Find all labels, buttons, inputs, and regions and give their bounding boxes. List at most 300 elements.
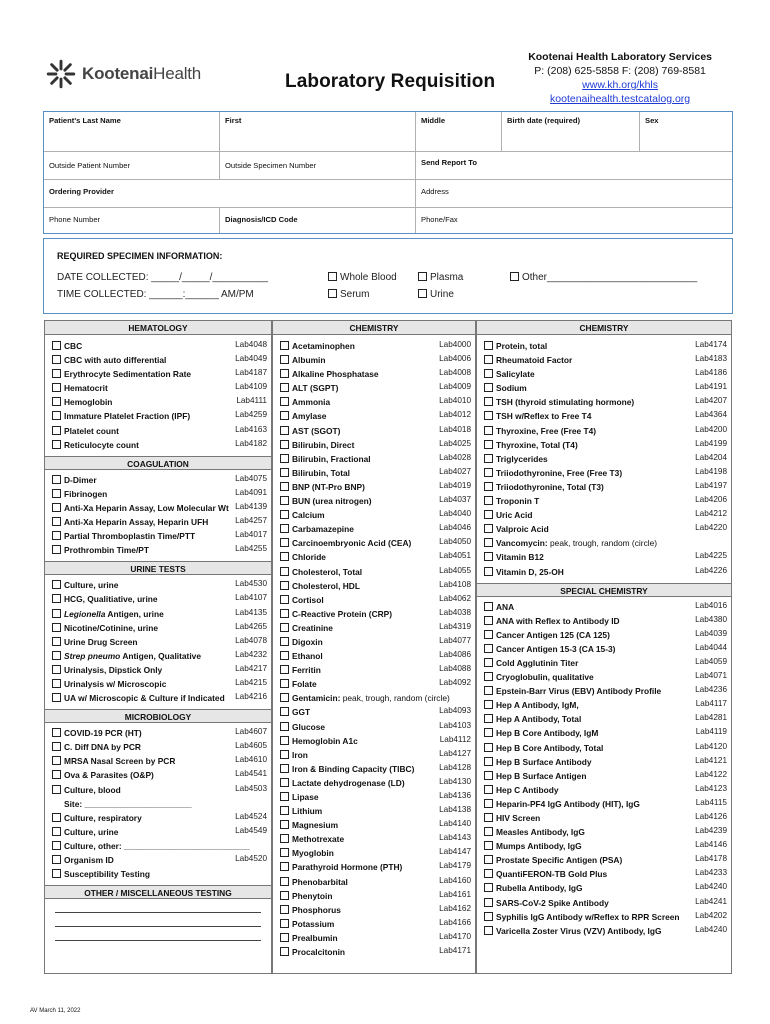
test-checkbox[interactable] bbox=[280, 891, 289, 900]
test-checkbox[interactable] bbox=[280, 355, 289, 364]
test-row[interactable] bbox=[477, 684, 731, 698]
test-row[interactable] bbox=[477, 656, 731, 670]
test-name: Hemoglobin bbox=[52, 395, 112, 409]
test-row[interactable] bbox=[45, 768, 271, 782]
test-row[interactable] bbox=[273, 931, 475, 945]
test-row[interactable] bbox=[273, 522, 475, 536]
date-collected-field[interactable]: DATE COLLECTED: _____/_____/__________ bbox=[57, 272, 269, 283]
serum-option[interactable]: Serum bbox=[328, 289, 369, 300]
test-checkbox[interactable] bbox=[280, 468, 289, 477]
test-checkbox[interactable] bbox=[280, 750, 289, 759]
test-row[interactable] bbox=[477, 522, 731, 536]
test-code: Lab4077 bbox=[439, 635, 471, 645]
test-code: Lab4364 bbox=[695, 410, 727, 420]
test-row[interactable] bbox=[273, 818, 475, 832]
urine-option[interactable]: Urine bbox=[418, 289, 454, 300]
test-code: Lab4171 bbox=[439, 946, 471, 956]
test-checkbox[interactable] bbox=[484, 728, 493, 737]
test-row[interactable] bbox=[45, 635, 271, 649]
test-checkbox[interactable] bbox=[280, 848, 289, 857]
test-row[interactable] bbox=[477, 353, 731, 367]
test-row[interactable] bbox=[45, 381, 271, 395]
test-code: Lab4160 bbox=[439, 875, 471, 885]
test-checkbox[interactable] bbox=[280, 651, 289, 660]
test-row[interactable] bbox=[477, 424, 731, 438]
test-row[interactable] bbox=[273, 635, 475, 649]
test-checkbox[interactable] bbox=[484, 869, 493, 878]
test-row[interactable] bbox=[45, 797, 271, 811]
test-checkbox[interactable] bbox=[280, 524, 289, 533]
test-checkbox[interactable] bbox=[484, 496, 493, 505]
test-row[interactable] bbox=[477, 409, 731, 423]
test-checkbox[interactable] bbox=[52, 440, 61, 449]
test-row[interactable] bbox=[477, 712, 731, 726]
test-row[interactable] bbox=[273, 691, 475, 705]
test-row[interactable] bbox=[273, 846, 475, 860]
test-checkbox[interactable] bbox=[280, 806, 289, 815]
test-row[interactable] bbox=[273, 860, 475, 874]
test-checkbox[interactable] bbox=[280, 496, 289, 505]
test-row[interactable] bbox=[477, 867, 731, 881]
lab-website-link[interactable]: www.kh.org/khls bbox=[582, 79, 659, 91]
test-row[interactable] bbox=[45, 726, 271, 740]
test-checkbox[interactable] bbox=[484, 926, 493, 935]
test-checkbox[interactable] bbox=[280, 623, 289, 632]
test-row[interactable] bbox=[273, 508, 475, 522]
test-row[interactable] bbox=[273, 945, 475, 959]
test-checkbox[interactable] bbox=[280, 383, 289, 392]
test-row[interactable] bbox=[45, 353, 271, 367]
test-row[interactable] bbox=[477, 600, 731, 614]
test-checkbox[interactable] bbox=[484, 454, 493, 463]
test-row[interactable] bbox=[273, 466, 475, 480]
birth-date-field[interactable]: Birth date (required) bbox=[502, 112, 640, 152]
test-checkbox[interactable] bbox=[280, 426, 289, 435]
test-checkbox[interactable] bbox=[280, 933, 289, 942]
test-row[interactable] bbox=[45, 825, 271, 839]
test-checkbox[interactable] bbox=[280, 722, 289, 731]
test-checkbox[interactable] bbox=[52, 742, 61, 751]
test-checkbox[interactable] bbox=[484, 700, 493, 709]
test-row[interactable] bbox=[477, 853, 731, 867]
test-row[interactable] bbox=[45, 691, 271, 705]
test-name: Ova & Parasites (O&P) bbox=[52, 768, 154, 782]
test-row[interactable] bbox=[45, 839, 271, 853]
test-checkbox[interactable] bbox=[484, 630, 493, 639]
test-checkbox[interactable] bbox=[280, 609, 289, 618]
test-row[interactable] bbox=[477, 438, 731, 452]
section-title-coagulation: COAGULATION bbox=[45, 456, 271, 470]
test-row[interactable] bbox=[273, 649, 475, 663]
test-row[interactable] bbox=[273, 565, 475, 579]
test-row[interactable] bbox=[45, 367, 271, 381]
test-checkbox[interactable] bbox=[484, 440, 493, 449]
test-checkbox[interactable] bbox=[484, 426, 493, 435]
test-row[interactable] bbox=[477, 466, 731, 480]
outside-patient-number-field[interactable]: Outside Patient Number bbox=[44, 152, 220, 180]
whole-blood-checkbox[interactable] bbox=[328, 272, 337, 281]
test-name: Reticulocyte count bbox=[52, 438, 139, 452]
section-title-chemistry: CHEMISTRY bbox=[273, 321, 475, 335]
test-checkbox[interactable] bbox=[52, 869, 61, 878]
test-row[interactable] bbox=[45, 438, 271, 452]
test-name: Triiodothyronine, Free (Free T3) bbox=[484, 466, 622, 480]
test-catalog-link[interactable]: kootenaihealth.testcatalog.org bbox=[550, 93, 691, 105]
test-row[interactable] bbox=[273, 889, 475, 903]
test-name: Bilirubin, Direct bbox=[280, 438, 354, 452]
test-checkbox[interactable] bbox=[52, 531, 61, 540]
test-checkbox[interactable] bbox=[484, 369, 493, 378]
first-name-field[interactable]: First bbox=[220, 112, 416, 152]
test-checkbox[interactable] bbox=[280, 510, 289, 519]
middle-name-field[interactable]: Middle bbox=[416, 112, 502, 152]
test-checkbox[interactable] bbox=[484, 524, 493, 533]
test-checkbox[interactable] bbox=[280, 369, 289, 378]
test-row[interactable] bbox=[273, 776, 475, 790]
test-row[interactable] bbox=[477, 741, 731, 755]
test-row[interactable] bbox=[273, 762, 475, 776]
test-checkbox[interactable] bbox=[484, 883, 493, 892]
test-checkbox[interactable] bbox=[280, 552, 289, 561]
test-checkbox[interactable] bbox=[280, 707, 289, 716]
test-row[interactable] bbox=[273, 607, 475, 621]
test-checkbox[interactable] bbox=[280, 411, 289, 420]
test-row[interactable] bbox=[477, 642, 731, 656]
test-row[interactable] bbox=[273, 621, 475, 635]
test-row[interactable] bbox=[273, 438, 475, 452]
test-checkbox[interactable] bbox=[280, 834, 289, 843]
test-row[interactable] bbox=[45, 853, 271, 867]
test-name: Prothrombin Time/PT bbox=[52, 543, 149, 557]
test-row[interactable] bbox=[477, 339, 731, 353]
test-code: Lab4233 bbox=[695, 868, 727, 878]
test-row[interactable] bbox=[45, 473, 271, 487]
test-row[interactable] bbox=[477, 910, 731, 924]
test-checkbox[interactable] bbox=[484, 686, 493, 695]
test-checkbox[interactable] bbox=[52, 369, 61, 378]
send-report-to-field[interactable]: Send Report To bbox=[416, 152, 732, 180]
test-checkbox[interactable] bbox=[484, 644, 493, 653]
test-row[interactable] bbox=[477, 755, 731, 769]
test-name: Strep pneumo Antigen, Qualitative bbox=[52, 649, 201, 663]
test-checkbox[interactable] bbox=[280, 595, 289, 604]
test-checkbox[interactable] bbox=[484, 341, 493, 350]
test-row[interactable] bbox=[273, 903, 475, 917]
test-checkbox[interactable] bbox=[52, 827, 61, 836]
test-row[interactable] bbox=[45, 424, 271, 438]
test-name: Culture, other: ___________________________ bbox=[52, 839, 250, 853]
test-checkbox[interactable] bbox=[484, 785, 493, 794]
test-row[interactable] bbox=[45, 578, 271, 592]
test-checkbox[interactable] bbox=[280, 792, 289, 801]
test-name: Lithium bbox=[280, 804, 322, 818]
test-checkbox[interactable] bbox=[484, 482, 493, 491]
test-checkbox[interactable] bbox=[52, 489, 61, 498]
test-checkbox[interactable] bbox=[484, 602, 493, 611]
test-code: Lab4059 bbox=[695, 656, 727, 666]
other-specimen-checkbox[interactable] bbox=[510, 272, 519, 281]
test-checkbox[interactable] bbox=[280, 567, 289, 576]
other-test-line-2[interactable] bbox=[55, 913, 261, 927]
test-name: Amylase bbox=[280, 409, 326, 423]
test-row[interactable] bbox=[273, 663, 475, 677]
test-row[interactable] bbox=[273, 804, 475, 818]
test-row[interactable] bbox=[273, 593, 475, 607]
serum-checkbox[interactable] bbox=[328, 289, 337, 298]
test-row[interactable] bbox=[477, 924, 731, 938]
test-checkbox[interactable] bbox=[484, 799, 493, 808]
test-row[interactable] bbox=[477, 839, 731, 853]
test-row[interactable] bbox=[273, 875, 475, 889]
test-code: Lab4199 bbox=[695, 438, 727, 448]
test-name: Site: _______________________ bbox=[64, 798, 192, 809]
ordering-provider-field[interactable]: Ordering Provider bbox=[44, 180, 416, 208]
test-row[interactable] bbox=[477, 494, 731, 508]
test-checkbox[interactable] bbox=[280, 877, 289, 886]
address-field[interactable]: Address bbox=[416, 180, 732, 208]
test-checkbox[interactable] bbox=[484, 552, 493, 561]
test-checkbox[interactable] bbox=[52, 397, 61, 406]
test-checkbox[interactable] bbox=[280, 538, 289, 547]
test-row[interactable] bbox=[273, 790, 475, 804]
test-row[interactable] bbox=[45, 677, 271, 691]
test-row[interactable] bbox=[273, 536, 475, 550]
test-checkbox[interactable] bbox=[52, 426, 61, 435]
test-checkbox[interactable] bbox=[484, 813, 493, 822]
test-row[interactable] bbox=[45, 515, 271, 529]
test-checkbox[interactable] bbox=[52, 475, 61, 484]
test-checkbox[interactable] bbox=[484, 912, 493, 921]
test-checkbox[interactable] bbox=[280, 764, 289, 773]
test-checkbox[interactable] bbox=[52, 623, 61, 632]
test-checkbox[interactable] bbox=[484, 383, 493, 392]
test-checkbox[interactable] bbox=[280, 482, 289, 491]
test-checkbox[interactable] bbox=[484, 658, 493, 667]
test-checkbox[interactable] bbox=[280, 454, 289, 463]
test-row[interactable] bbox=[477, 565, 731, 579]
test-name: Hep B Core Antibody, Total bbox=[484, 741, 603, 755]
test-row[interactable] bbox=[477, 550, 731, 564]
test-name: TSH (thyroid stimulating hormone) bbox=[484, 395, 634, 409]
test-checkbox[interactable] bbox=[280, 397, 289, 406]
starburst-icon bbox=[44, 57, 78, 91]
test-row[interactable] bbox=[273, 395, 475, 409]
test-checkbox[interactable] bbox=[484, 841, 493, 850]
test-checkbox[interactable] bbox=[280, 905, 289, 914]
test-checkbox[interactable] bbox=[280, 778, 289, 787]
test-row[interactable] bbox=[477, 452, 731, 466]
test-checkbox[interactable] bbox=[52, 411, 61, 420]
test-row[interactable] bbox=[273, 381, 475, 395]
test-checkbox[interactable] bbox=[280, 693, 289, 702]
test-name: Protein, total bbox=[484, 339, 547, 353]
test-row[interactable] bbox=[45, 811, 271, 825]
test-checkbox[interactable] bbox=[280, 341, 289, 350]
test-name: Platelet count bbox=[52, 424, 119, 438]
test-row[interactable] bbox=[45, 867, 271, 881]
test-checkbox[interactable] bbox=[52, 517, 61, 526]
other-specimen-option[interactable]: Other___________________________ bbox=[510, 272, 697, 283]
test-row[interactable] bbox=[477, 698, 731, 712]
test-checkbox[interactable] bbox=[280, 637, 289, 646]
test-row[interactable] bbox=[273, 339, 475, 353]
other-test-line-1[interactable] bbox=[55, 899, 261, 913]
test-checkbox[interactable] bbox=[52, 341, 61, 350]
test-row[interactable] bbox=[273, 367, 475, 381]
test-code: Lab4549 bbox=[235, 825, 267, 835]
test-checkbox[interactable] bbox=[484, 757, 493, 766]
test-checkbox[interactable] bbox=[52, 841, 61, 850]
test-row[interactable] bbox=[477, 769, 731, 783]
diagnosis-field[interactable]: Diagnosis/ICD Code bbox=[220, 208, 416, 233]
sex-field[interactable]: Sex bbox=[640, 112, 732, 152]
test-checkbox[interactable] bbox=[52, 580, 61, 589]
test-checkbox[interactable] bbox=[52, 383, 61, 392]
test-checkbox[interactable] bbox=[280, 820, 289, 829]
test-checkbox[interactable] bbox=[52, 545, 61, 554]
test-checkbox[interactable] bbox=[484, 743, 493, 752]
test-row[interactable] bbox=[477, 508, 731, 522]
test-row[interactable] bbox=[45, 487, 271, 501]
test-checkbox[interactable] bbox=[484, 898, 493, 907]
test-checkbox[interactable] bbox=[484, 855, 493, 864]
phone-fax-field[interactable]: Phone/Fax bbox=[421, 215, 458, 224]
test-row[interactable] bbox=[273, 917, 475, 931]
test-row[interactable] bbox=[45, 409, 271, 423]
test-row[interactable] bbox=[45, 740, 271, 754]
test-checkbox[interactable] bbox=[280, 947, 289, 956]
test-name: HCG, Qualitiative, urine bbox=[52, 592, 158, 606]
test-row[interactable] bbox=[477, 536, 731, 550]
test-checkbox[interactable] bbox=[484, 355, 493, 364]
test-row[interactable] bbox=[45, 783, 271, 797]
test-name: C-Reactive Protein (CRP) bbox=[280, 607, 392, 621]
test-row[interactable] bbox=[477, 896, 731, 910]
test-row[interactable] bbox=[273, 480, 475, 494]
test-row[interactable] bbox=[273, 579, 475, 593]
test-checkbox[interactable] bbox=[52, 355, 61, 364]
test-checkbox[interactable] bbox=[52, 651, 61, 660]
test-row[interactable] bbox=[273, 734, 475, 748]
test-checkbox[interactable] bbox=[484, 771, 493, 780]
test-checkbox[interactable] bbox=[484, 397, 493, 406]
test-row[interactable] bbox=[477, 797, 731, 811]
test-name: Urinalysis, Dipstick Only bbox=[52, 663, 162, 677]
test-checkbox[interactable] bbox=[484, 567, 493, 576]
test-checkbox[interactable] bbox=[52, 728, 61, 737]
test-row[interactable] bbox=[45, 607, 271, 621]
last-name-field[interactable]: Patient's Last Name bbox=[44, 112, 220, 152]
plasma-option[interactable]: Plasma bbox=[418, 272, 463, 283]
test-checkbox[interactable] bbox=[52, 855, 61, 864]
test-checkbox[interactable] bbox=[280, 581, 289, 590]
test-checkbox[interactable] bbox=[484, 468, 493, 477]
test-checkbox[interactable] bbox=[280, 679, 289, 688]
test-row[interactable] bbox=[273, 424, 475, 438]
test-row[interactable] bbox=[477, 811, 731, 825]
test-checkbox[interactable] bbox=[484, 411, 493, 420]
test-checkbox[interactable] bbox=[484, 538, 493, 547]
test-code: Lab4010 bbox=[439, 396, 471, 406]
test-row[interactable] bbox=[273, 494, 475, 508]
test-row[interactable] bbox=[45, 543, 271, 557]
test-row[interactable] bbox=[45, 663, 271, 677]
test-row[interactable] bbox=[45, 592, 271, 606]
test-checkbox[interactable] bbox=[52, 770, 61, 779]
test-checkbox[interactable] bbox=[52, 785, 61, 794]
test-row[interactable] bbox=[45, 621, 271, 635]
test-row[interactable] bbox=[273, 409, 475, 423]
test-row[interactable] bbox=[45, 529, 271, 543]
urine-checkbox[interactable] bbox=[418, 289, 427, 298]
test-row[interactable] bbox=[477, 726, 731, 740]
test-row[interactable] bbox=[273, 550, 475, 564]
test-row[interactable] bbox=[477, 367, 731, 381]
test-checkbox[interactable] bbox=[280, 736, 289, 745]
test-name: Alkaline Phosphatase bbox=[280, 367, 379, 381]
test-row[interactable] bbox=[273, 353, 475, 367]
test-row[interactable] bbox=[477, 881, 731, 895]
time-collected-field[interactable]: TIME COLLECTED: ______:______ AM/PM bbox=[57, 289, 254, 300]
test-checkbox[interactable] bbox=[52, 637, 61, 646]
test-checkbox[interactable] bbox=[280, 440, 289, 449]
test-checkbox[interactable] bbox=[484, 672, 493, 681]
test-row[interactable] bbox=[477, 614, 731, 628]
test-row[interactable] bbox=[45, 395, 271, 409]
test-code: Lab4025 bbox=[439, 438, 471, 448]
whole-blood-option[interactable]: Whole Blood bbox=[328, 272, 397, 283]
test-row[interactable] bbox=[477, 670, 731, 684]
test-checkbox[interactable] bbox=[52, 665, 61, 674]
test-row[interactable] bbox=[45, 754, 271, 768]
test-row[interactable] bbox=[45, 649, 271, 663]
test-checkbox[interactable] bbox=[52, 756, 61, 765]
test-row[interactable] bbox=[273, 720, 475, 734]
test-checkbox[interactable] bbox=[280, 862, 289, 871]
phone-number-field[interactable]: Phone Number bbox=[44, 208, 220, 233]
outside-specimen-number-field[interactable]: Outside Specimen Number bbox=[220, 152, 416, 180]
test-checkbox[interactable] bbox=[484, 510, 493, 519]
test-row[interactable] bbox=[477, 381, 731, 395]
test-checkbox[interactable] bbox=[484, 827, 493, 836]
test-checkbox[interactable] bbox=[52, 679, 61, 688]
test-checkbox[interactable] bbox=[280, 919, 289, 928]
test-checkbox[interactable] bbox=[52, 609, 61, 618]
other-test-line-3[interactable] bbox=[55, 927, 261, 941]
test-row[interactable] bbox=[477, 783, 731, 797]
test-checkbox[interactable] bbox=[52, 813, 61, 822]
test-row[interactable] bbox=[45, 501, 271, 515]
test-checkbox[interactable] bbox=[484, 616, 493, 625]
test-checkbox[interactable] bbox=[52, 693, 61, 702]
coagulation-list bbox=[45, 473, 271, 558]
test-checkbox[interactable] bbox=[484, 714, 493, 723]
test-row[interactable] bbox=[273, 705, 475, 719]
test-row[interactable] bbox=[477, 395, 731, 409]
test-row[interactable] bbox=[273, 748, 475, 762]
test-row[interactable] bbox=[477, 480, 731, 494]
test-row[interactable] bbox=[273, 452, 475, 466]
plasma-checkbox[interactable] bbox=[418, 272, 427, 281]
test-row[interactable] bbox=[273, 832, 475, 846]
test-row[interactable] bbox=[477, 825, 731, 839]
test-row[interactable] bbox=[477, 628, 731, 642]
test-checkbox[interactable] bbox=[52, 594, 61, 603]
test-checkbox[interactable] bbox=[52, 503, 61, 512]
test-row[interactable] bbox=[273, 677, 475, 691]
test-checkbox[interactable] bbox=[280, 665, 289, 674]
test-row[interactable] bbox=[45, 339, 271, 353]
